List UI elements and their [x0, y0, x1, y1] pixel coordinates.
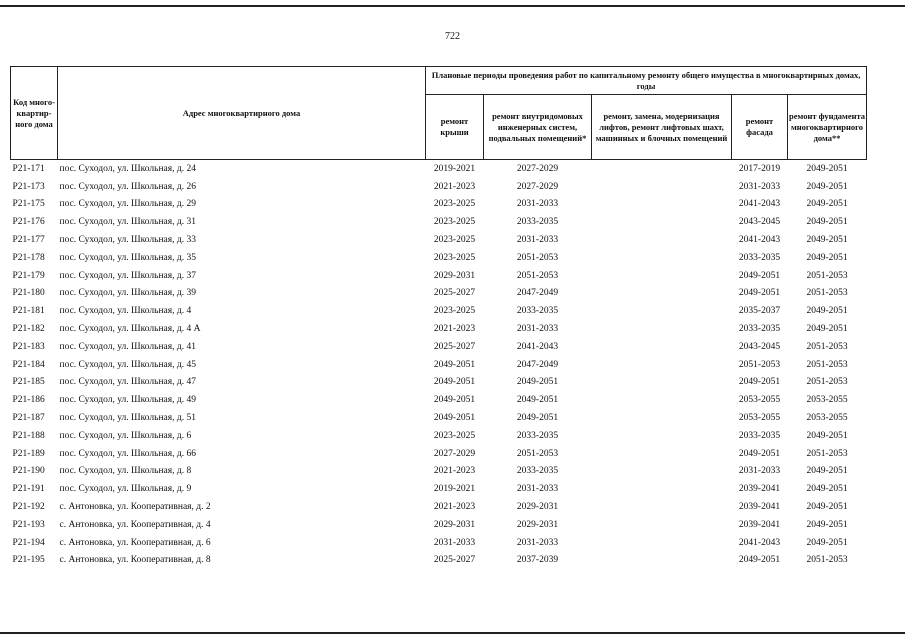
cell-code: Р21-184: [12, 359, 45, 370]
cell-address: пос. Суходол, ул. Школьная, д. 24: [59, 163, 196, 174]
cell-elevators: [592, 178, 732, 196]
cell-facade: 2031-2033: [738, 181, 781, 192]
cell-facade: 2039-2041: [738, 519, 781, 530]
cell-facade: 2033-2035: [738, 252, 781, 263]
cell-facade: 2049-2051: [738, 377, 781, 388]
header-periods-group: Плановые периоды проведения работ по капитальному ремонту общего имущества в многоквартирных домах, годы: [426, 67, 867, 95]
capital-repair-table: [10, 66, 867, 569]
cell-roof: 2019-2021: [433, 163, 476, 174]
cell-foundation: 2051-2053: [806, 288, 848, 299]
cell-elevators: [592, 213, 732, 231]
cell-elevators: [592, 498, 732, 516]
header-code: Код много-квартир-ного дома: [11, 67, 58, 160]
table-row: [11, 249, 867, 267]
cell-engineering: 2031-2033: [516, 235, 559, 246]
cell-foundation: 2053-2055: [806, 413, 848, 424]
cell-roof: 2049-2051: [433, 395, 476, 406]
cell-code: Р21-176: [12, 217, 45, 228]
cell-roof: 2029-2031: [433, 270, 476, 281]
cell-elevators: [592, 427, 732, 445]
cell-engineering: 2033-2035: [516, 430, 559, 441]
cell-facade: 2031-2033: [738, 466, 781, 477]
cell-foundation: 2049-2051: [806, 235, 848, 246]
table-row: [11, 196, 867, 214]
cell-facade: 2049-2051: [738, 270, 781, 281]
cell-foundation: 2049-2051: [806, 430, 848, 441]
cell-foundation: 2051-2053: [806, 341, 848, 352]
cell-elevators: [592, 338, 732, 356]
cell-roof: 2021-2023: [433, 181, 476, 192]
cell-code: Р21-178: [12, 252, 45, 263]
table-row: [11, 285, 867, 303]
cell-facade: 2053-2055: [738, 395, 781, 406]
cell-address: пос. Суходол, ул. Школьная, д. 31: [59, 217, 196, 228]
cell-facade: 2041-2043: [738, 235, 781, 246]
table-row: [11, 534, 867, 552]
header-engineering: ремонт внутридомовых инженерных систем, подвальных помещений*: [484, 95, 592, 160]
cell-code: Р21-182: [12, 324, 45, 335]
header-roof: ремонт крыши: [426, 95, 484, 160]
cell-engineering: 2051-2053: [516, 252, 559, 263]
cell-roof: 2021-2023: [433, 324, 476, 335]
cell-facade: 2033-2035: [738, 430, 781, 441]
cell-elevators: [592, 302, 732, 320]
cell-code: Р21-171: [12, 163, 45, 174]
cell-foundation: 2053-2055: [806, 395, 848, 406]
table-row: [11, 391, 867, 409]
cell-code: Р21-183: [12, 341, 45, 352]
cell-elevators: [592, 249, 732, 267]
cell-address: пос. Суходол, ул. Школьная, д. 29: [59, 199, 196, 210]
cell-engineering: 2047-2049: [516, 359, 559, 370]
cell-facade: 2049-2051: [738, 555, 781, 566]
cell-foundation: 2049-2051: [806, 484, 848, 495]
cell-roof: 2023-2025: [433, 199, 476, 210]
cell-address: с. Антоновка, ул. Кооперативная, д. 4: [59, 519, 211, 530]
table-row: [11, 213, 867, 231]
cell-roof: 2025-2027: [433, 341, 476, 352]
cell-address: пос. Суходол, ул. Школьная, д. 6: [59, 430, 192, 441]
cell-foundation: 2049-2051: [806, 217, 848, 228]
page-number: 722: [445, 31, 460, 42]
cell-address: пос. Суходол, ул. Школьная, д. 66: [59, 448, 196, 459]
cell-engineering: 2031-2033: [516, 484, 559, 495]
cell-engineering: 2037-2039: [516, 555, 559, 566]
cell-foundation: 2049-2051: [806, 163, 848, 174]
table-row: [11, 409, 867, 427]
table-row: [11, 267, 867, 285]
cell-facade: 2033-2035: [738, 324, 781, 335]
table-row: [11, 356, 867, 374]
cell-address: пос. Суходол, ул. Школьная, д. 41: [59, 341, 196, 352]
cell-engineering: 2049-2051: [516, 377, 559, 388]
cell-elevators: [592, 356, 732, 374]
cell-code: Р21-190: [12, 466, 45, 477]
cell-code: Р21-193: [12, 519, 45, 530]
cell-code: Р21-175: [12, 199, 45, 210]
cell-foundation: 2049-2051: [806, 466, 848, 477]
cell-code: Р21-195: [12, 555, 45, 566]
cell-address: с. Антоновка, ул. Кооперативная, д. 2: [59, 502, 211, 513]
cell-code: Р21-177: [12, 235, 45, 246]
cell-foundation: 2049-2051: [806, 199, 848, 210]
cell-engineering: 2049-2051: [516, 413, 559, 424]
cell-address: пос. Суходол, ул. Школьная, д. 33: [59, 235, 196, 246]
cell-elevators: [592, 320, 732, 338]
cell-engineering: 2047-2049: [516, 288, 559, 299]
cell-engineering: 2033-2035: [516, 217, 559, 228]
table-row: [11, 463, 867, 481]
table-row: [11, 302, 867, 320]
cell-elevators: [592, 463, 732, 481]
table-body: [11, 160, 867, 570]
table-row: [11, 445, 867, 463]
cell-elevators: [592, 196, 732, 214]
cell-facade: 2017-2019: [738, 163, 781, 174]
table-row: [11, 480, 867, 498]
cell-code: Р21-185: [12, 377, 45, 388]
cell-foundation: 2049-2051: [806, 537, 848, 548]
cell-elevators: [592, 445, 732, 463]
cell-engineering: 2031-2033: [516, 324, 559, 335]
top-rule: [0, 5, 905, 7]
cell-roof: 2019-2021: [433, 484, 476, 495]
cell-foundation: 2051-2053: [806, 555, 848, 566]
cell-address: пос. Суходол, ул. Школьная, д. 4: [59, 306, 192, 317]
cell-address: пос. Суходол, ул. Школьная, д. 37: [59, 270, 196, 281]
cell-address: пос. Суходол, ул. Школьная, д. 49: [59, 395, 196, 406]
header-foundation: ремонт фундамента многоквартирного дома**: [788, 95, 867, 160]
cell-address: с. Антоновка, ул. Кооперативная, д. 6: [59, 537, 211, 548]
header-address: Адрес многоквартирного дома: [58, 67, 426, 160]
cell-roof: 2021-2023: [433, 502, 476, 513]
cell-address: с. Антоновка, ул. Кооперативная, д. 8: [59, 555, 211, 566]
cell-code: Р21-188: [12, 430, 45, 441]
cell-elevators: [592, 160, 732, 178]
cell-engineering: 2027-2029: [516, 181, 559, 192]
table-row: [11, 320, 867, 338]
cell-code: Р21-179: [12, 270, 45, 281]
table-row: [11, 231, 867, 249]
cell-elevators: [592, 516, 732, 534]
cell-roof: 2021-2023: [433, 466, 476, 477]
table-row: [11, 516, 867, 534]
table-row: [11, 552, 867, 570]
cell-address: пос. Суходол, ул. Школьная, д. 35: [59, 252, 196, 263]
cell-roof: 2023-2025: [433, 235, 476, 246]
cell-facade: 2043-2045: [738, 217, 781, 228]
cell-code: Р21-181: [12, 306, 45, 317]
cell-roof: 2025-2027: [433, 288, 476, 299]
cell-facade: 2039-2041: [738, 502, 781, 513]
cell-code: Р21-186: [12, 395, 45, 406]
cell-roof: 2027-2029: [433, 448, 476, 459]
cell-facade: 2035-2037: [738, 306, 781, 317]
cell-engineering: 2027-2029: [516, 163, 559, 174]
cell-roof: 2023-2025: [433, 306, 476, 317]
cell-elevators: [592, 409, 732, 427]
cell-address: пос. Суходол, ул. Школьная, д. 9: [59, 484, 192, 495]
cell-foundation: 2049-2051: [806, 519, 848, 530]
cell-roof: 2023-2025: [433, 217, 476, 228]
cell-roof: 2023-2025: [433, 430, 476, 441]
cell-code: Р21-189: [12, 448, 45, 459]
cell-elevators: [592, 391, 732, 409]
cell-facade: 2053-2055: [738, 413, 781, 424]
cell-elevators: [592, 534, 732, 552]
cell-code: Р21-192: [12, 502, 45, 513]
cell-roof: 2025-2027: [433, 555, 476, 566]
cell-foundation: 2051-2053: [806, 270, 848, 281]
cell-address: пос. Суходол, ул. Школьная, д. 45: [59, 359, 196, 370]
cell-elevators: [592, 374, 732, 392]
table-row: [11, 427, 867, 445]
cell-foundation: 2051-2053: [806, 448, 848, 459]
cell-engineering: 2029-2031: [516, 519, 559, 530]
cell-facade: 2041-2043: [738, 537, 781, 548]
cell-engineering: 2051-2053: [516, 270, 559, 281]
table-row: [11, 178, 867, 196]
cell-address: пос. Суходол, ул. Школьная, д. 39: [59, 288, 196, 299]
cell-roof: 2049-2051: [433, 359, 476, 370]
cell-foundation: 2049-2051: [806, 324, 848, 335]
cell-code: Р21-187: [12, 413, 45, 424]
cell-facade: 2049-2051: [738, 288, 781, 299]
cell-elevators: [592, 480, 732, 498]
cell-code: Р21-180: [12, 288, 45, 299]
table-row: [11, 498, 867, 516]
cell-elevators: [592, 285, 732, 303]
cell-address: пос. Суходол, ул. Школьная, д. 8: [59, 466, 192, 477]
cell-facade: 2041-2043: [738, 199, 781, 210]
cell-foundation: 2051-2053: [806, 359, 848, 370]
cell-foundation: 2049-2051: [806, 502, 848, 513]
cell-facade: 2039-2041: [738, 484, 781, 495]
cell-roof: 2023-2025: [433, 252, 476, 263]
cell-elevators: [592, 267, 732, 285]
cell-roof: 2049-2051: [433, 413, 476, 424]
cell-foundation: 2051-2053: [806, 377, 848, 388]
cell-foundation: 2049-2051: [806, 306, 848, 317]
cell-code: Р21-173: [12, 181, 45, 192]
header-elevators: ремонт, замена, модернизация лифтов, ремонт лифтовых шахт, машинных и блочных помещений: [592, 95, 732, 160]
cell-elevators: [592, 231, 732, 249]
cell-roof: 2049-2051: [433, 377, 476, 388]
cell-facade: 2051-2053: [738, 359, 781, 370]
cell-foundation: 2049-2051: [806, 252, 848, 263]
cell-address: пос. Суходол, ул. Школьная, д. 51: [59, 413, 196, 424]
cell-engineering: 2031-2033: [516, 537, 559, 548]
cell-code: Р21-191: [12, 484, 45, 495]
cell-engineering: 2029-2031: [516, 502, 559, 513]
table-row: [11, 160, 867, 178]
cell-facade: 2049-2051: [738, 448, 781, 459]
cell-engineering: 2051-2053: [516, 448, 559, 459]
cell-engineering: 2049-2051: [516, 395, 559, 406]
cell-address: пос. Суходол, ул. Школьная, д. 47: [59, 377, 196, 388]
cell-address: пос. Суходол, ул. Школьная, д. 4 А: [59, 324, 201, 335]
table-row: [11, 374, 867, 392]
cell-engineering: 2033-2035: [516, 306, 559, 317]
cell-engineering: 2031-2033: [516, 199, 559, 210]
cell-foundation: 2049-2051: [806, 181, 848, 192]
cell-engineering: 2033-2035: [516, 466, 559, 477]
cell-facade: 2043-2045: [738, 341, 781, 352]
cell-elevators: [592, 552, 732, 570]
cell-roof: 2031-2033: [433, 537, 476, 548]
bottom-rule: [0, 632, 905, 634]
cell-roof: 2029-2031: [433, 519, 476, 530]
cell-code: Р21-194: [12, 537, 45, 548]
cell-address: пос. Суходол, ул. Школьная, д. 26: [59, 181, 196, 192]
cell-engineering: 2041-2043: [516, 341, 559, 352]
header-facade: ремонт фасада: [732, 95, 788, 160]
table-row: [11, 338, 867, 356]
